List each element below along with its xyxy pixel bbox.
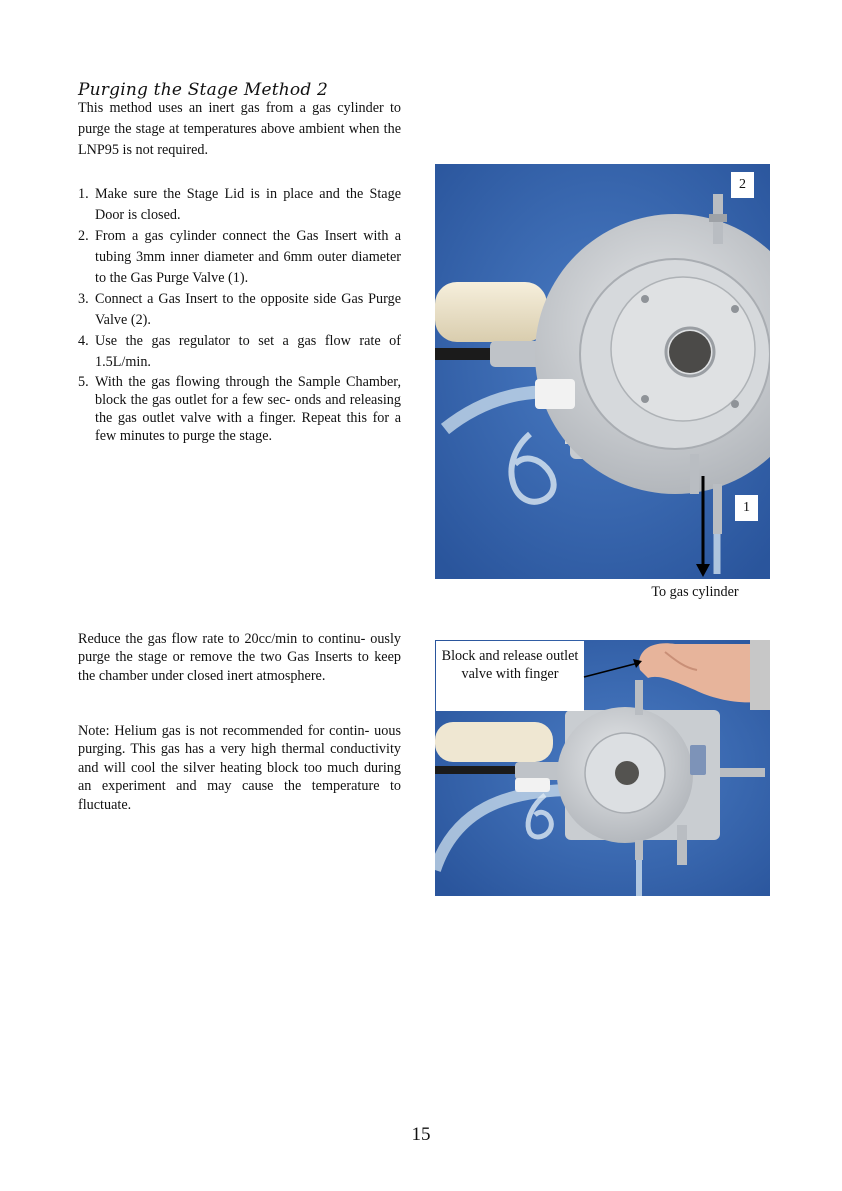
step-item: 3. Connect a Gas Insert to the opposite side Gas Purge Valve (2).: [78, 291, 401, 328]
step-item: 2. From a gas cylinder connect the Gas Insert with a tubing 3mm inner diameter and 6mm outer diameter to the Gas Purge Valve (1).: [78, 228, 401, 286]
valve-label-2: 2: [731, 172, 754, 198]
page-number: 15: [411, 1124, 431, 1145]
step-item: 4. Use the gas regulator to set a gas flow rate of 1.5L/min.: [78, 333, 401, 370]
stage-illustration-top: [435, 164, 770, 579]
intro-paragraph: This method uses an inert gas from a gas cylinder to purge the stage at temperatures above ambient when the LNP95 is not required.: [78, 100, 401, 158]
helium-note-paragraph: Note: Helium gas is not recommended for contin- uous purging. This gas has a very high thermal conductivity and will cool the silver heating block too much during an experiment and may cause the temperature to fluctuate.: [78, 723, 401, 813]
stage-photo-top: [435, 164, 770, 579]
reduce-flow-paragraph: Reduce the gas flow rate to 20cc/min to continu- ously purge the stage or remove the two Gas Inserts to keep the chamber under closed inert atmosphere.: [78, 631, 401, 684]
step-item: 1. Make sure the Stage Lid is in place and the Stage Door is closed.: [78, 186, 401, 223]
block-release-callout: Block and release outlet valve with finger: [436, 641, 584, 711]
callout-arrow-icon: [580, 655, 650, 685]
section-title: Purging the Stage Method 2: [78, 80, 329, 100]
steps-list: [78, 184, 401, 445]
gas-cylinder-caption: To gas cylinder: [651, 584, 739, 600]
step-item: 5. With the gas flowing through the Sample Chamber, block the gas outlet for a few sec- onds and releasing the gas outlet valve with a finger. Repeat this for a few minutes to purge the stage.: [78, 374, 401, 444]
valve-label-1: 1: [735, 495, 758, 521]
